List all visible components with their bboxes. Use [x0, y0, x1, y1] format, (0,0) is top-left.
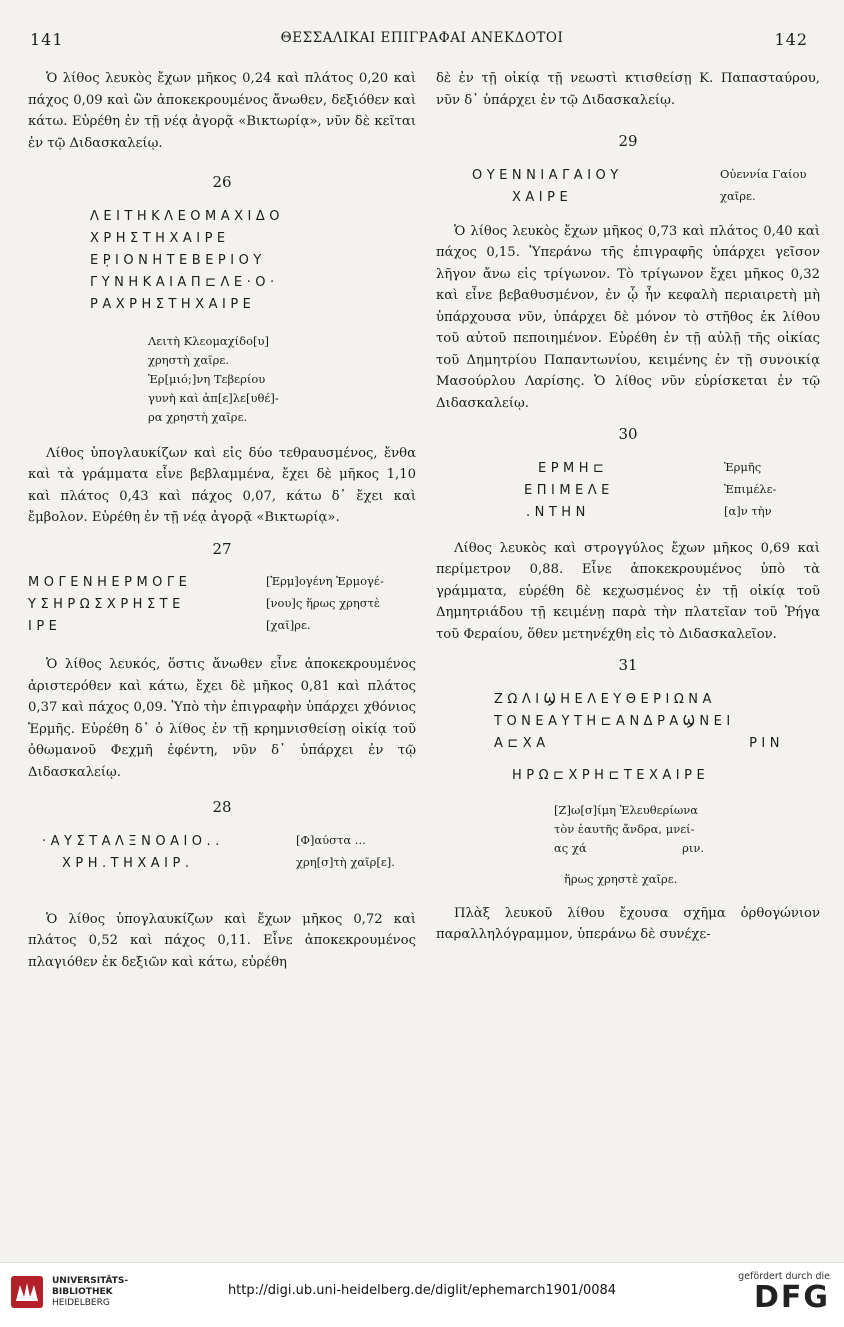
- inscription-line: ZΩΛΙϢΗΕΛΕΥΘΕΡΙΩΝΑ: [494, 691, 716, 707]
- inscription-26-transcription: [148, 332, 416, 427]
- description-28: Ὁ λίθος ὑπογλαυκίζων καὶ ἔχων μῆκος 0,72 καὶ πλάτος 0,52 καὶ πάχος 0,11. Εἶνε ἀποκεκρουμένος πλαγιόθεν ἐκ δεξιῶν καὶ κάτω, εὑρέθη: [28, 911, 416, 970]
- inscription-30: [436, 458, 820, 524]
- description-29: Ὁ λίθος λευκὸς ἔχων μῆκος 0,73 καὶ πλάτος 0,40 καὶ πάχος 0,15. Ὑπεράνω τῆς ἐπιγραφῆς ὑπάρχει γεῖσον λῆγον ἄνω εἰς τρίγωνον. Τὸ τρίγωνον ἔχει μῆκος 0,32 καὶ εἶνε βεβαθυσμένον, ἐν ᾧ ἦν κεφαλὴ περιαιρετὴ μὴ ὑπάρχουσα νῦν, ὑπάρχει δὲ μόνον τὸ στῆθος ἐκ λίθου τοῦ αὐτοῦ πεποιημένον. Εὑρέθη ἐν τῇ αὐλῇ τῆς οἰκίας τοῦ Δημητρίου Παπαντωνίου, κειμένης ἐν τῇ συνοικίᾳ Μασούρλου Λαρίσης. Ὁ λίθος νῦν εὑρίσκεται ἐν τῷ Διδασκαλείῳ.: [436, 223, 820, 411]
- transcription-line: γυνὴ καὶ ἀπ[ε]λε[υθέ]-: [148, 390, 279, 405]
- transcription-line: [α]ν τὴν: [724, 503, 772, 518]
- running-title: ΘΕΣΣΑΛΙΚΑΙ ΕΠΙΓΡΑΦΑΙ ΑΝΕΚΔΟΤΟΙ: [280, 30, 564, 46]
- inscription-line: ΕΡΜΗ⊏: [538, 460, 609, 476]
- intro-paragraph: Ὁ λίθος λευκὸς ἔχων μῆκος 0,24 καὶ πλάτος 0,20 καὶ πάχος 0,09 καὶ ὢν ἀποκεκρουμένος ἄνωθεν, δεξιόθεν καὶ κάτω. Εὑρέθη ἐν τῇ νέᾳ ἀγορᾷ «Βικτωρίᾳ», νῦν δὲ κεῖται ἐν τῷ Διδασκαλείῳ.: [28, 71, 416, 151]
- permalink-url[interactable]: http://digi.ub.uni-heidelberg.de/diglit/ephemarch1901/0084: [227, 1283, 617, 1298]
- inscription-26-majuscule: [90, 206, 416, 316]
- inscription-line: ΧΡΗΣΤΗΧΑΙΡΕ: [90, 230, 230, 246]
- transcription-line: χρηστὴ χαῖρε.: [148, 352, 229, 367]
- transcription-line: χαῖρε.: [720, 188, 756, 203]
- page-number-left: 141: [30, 30, 64, 49]
- section-number-29: 29: [618, 132, 638, 150]
- transcription-line: Οὐεννία Γαίου: [720, 166, 807, 181]
- inscription-28: [28, 831, 416, 875]
- inscription-31-transcription: [554, 801, 820, 889]
- section-number-27: 27: [212, 539, 232, 558]
- inscription-31-majuscule: [494, 689, 820, 787]
- transcription-line: ρα χρηστὴ χαῖρε.: [148, 409, 248, 424]
- inscription-line: ΧΡΗ.ΤΗΧΑΙΡ.: [62, 855, 194, 871]
- section-number-30: 30: [618, 425, 638, 443]
- inscription-line: ΗΡΩ⊏ΧΡΗ⊏ΤΕΧΑΙΡΕ: [512, 767, 710, 783]
- transcription-line-tail: ριν.: [682, 840, 704, 855]
- description-27: Ὁ λίθος λευκός, ὅστις ἄνωθεν εἶνε ἀποκεκρουμένος ἀριστερόθεν καὶ κάτω, ἔχει δὲ μῆκος 0,81 καὶ πλάτος 0,37 καὶ πάχος 0,09. Ὑπὸ τὴν ἐπιγραφὴν ὑπάρχει χθόνιος Ἑρμῆς. Εὑρέθη δ᾽ ὁ λίθος ἐν τῇ κρημνισθείσῃ οἰκίᾳ τοῦ ὀθωμανοῦ Φεχμῆ ἐφέντη, νῦν δ᾽ ὑπάρχει ἐν τῷ Διδασκαλείῳ.: [28, 657, 416, 780]
- inscription-line: ΜΟΓΕΝΗΕΡΜΟΓΕ: [28, 575, 192, 590]
- transcription-line: ας χά: [554, 840, 587, 855]
- inscription-line: ΥΣΗΡΩΣΧΡΗΣΤΕ: [28, 597, 185, 612]
- inscription-27: [28, 572, 416, 638]
- transcription-line: [νου]ς ἥρως χρηστὲ: [266, 596, 381, 610]
- transcription-line: Ἐπιμέλε-: [724, 481, 777, 496]
- inscription-line: ΛΕΙΤΗΚΛΕΟΜΑΧΙΔΟ: [90, 208, 284, 224]
- inscription-line: ΕΡ̣ΙΟΝΗΤΕΒΕΡΙΟΥ: [90, 252, 266, 268]
- inscription-line: ΡΑΧΡΗΣΤΗΧΑΙΡΕ: [90, 296, 256, 312]
- footer-bar: [0, 1262, 844, 1327]
- inscription-line: ΧΑΙΡΕ: [512, 189, 573, 205]
- section-number-28: 28: [212, 798, 232, 816]
- dfg-wordmark: DFG: [753, 1280, 830, 1315]
- inscription-line: ΙΡΕ: [28, 619, 62, 634]
- library-name-line: HEIDELBERG: [52, 1297, 110, 1308]
- inscription-line: Α⊏ΧΑ: [494, 735, 550, 751]
- continuation-paragraph: δὲ ἐν τῇ οἰκίᾳ τῇ νεωστὶ κτισθείσῃ Κ. Παπασταύρου, νῦν δ᾽ ὑπάρχει ἐν τῷ Διδασκαλείῳ.: [436, 71, 820, 108]
- transcription-line: ἥρως χρηστὲ χαῖρε.: [564, 871, 678, 886]
- dfg-logo: [738, 1271, 830, 1314]
- funding-note: gefördert durch die: [738, 1271, 830, 1282]
- right-column: [436, 68, 820, 946]
- transcription-line: Ἐρ[μιό;]νη Τεβερίου: [148, 371, 266, 386]
- library-name-line: UNIVERSITÄTS-: [52, 1275, 129, 1286]
- transcription-line: [Ἑρμ]ογένη Ἑρμογέ-: [266, 574, 384, 588]
- transcription-line: Ἑρμῆς: [724, 459, 762, 474]
- description-30: Λίθος λευκὸς καὶ στρογγύλος ἔχων μῆκος 0,69 καὶ περίμετρον 0,88. Εἶνε ἀποκεκρουμένος ὑπὸ τὰ γράμματα, εὑρέθη δὲ κεχωσμένος ἐν τῇ οἰκίᾳ τοῦ Δημητριάδου τῇ κειμένῃ παρὰ τὴν πλατεῖαν τοῦ Ῥήγα τοῦ Φεραίου, ὅθεν μετηνέχθη εἰς τὸ Διδασκαλεῖον.: [436, 540, 820, 642]
- inscription-line: ΤΟΝΕΑΥΤΗ⊏ΑΝΔΡΑϢΝΕΙ: [494, 713, 735, 729]
- inscription-line: ΕΠΙΜΕΛΕ: [524, 482, 614, 498]
- page-number-right: 142: [774, 30, 808, 49]
- transcription-line: χρη[σ]τὴ χαῖρ[ε].: [296, 854, 395, 869]
- transcription-line: [Ζ]ω[σ]ίμη Ἐλευθερίωνα: [554, 802, 699, 817]
- description-31: Πλὰξ λευκοῦ λίθου ἔχουσα σχῆμα ὀρθογώνιον παραλληλόγραμμον, ὑπεράνω δὲ συνέχε-: [436, 905, 820, 942]
- left-column: [28, 68, 416, 973]
- section-number-31: 31: [618, 656, 638, 674]
- inscription-line: ΟΥΕΝΝΙΑΓΑΙΟΥ: [472, 167, 623, 183]
- inscription-line: .ΝΤΗΝ: [526, 504, 590, 520]
- transcription-line: [χαῖ]ρε.: [266, 618, 311, 632]
- inscription-line-tail: ΡΙΝ: [749, 735, 784, 751]
- transcription-line: τὸν ἑαυτῆς ἄνδρα, μνεί-: [554, 821, 695, 836]
- inscription-line: ΓΥΝΗΚΑΙΑΠ⊏ΛΕ·Ο·: [90, 274, 279, 290]
- library-name-line: BIBLIOTHEK: [52, 1286, 113, 1297]
- inscription-29: [436, 165, 820, 209]
- inscription-line: ·ΑΥΣΤΑΛΞΝΟΑΙΟ..: [42, 833, 224, 849]
- description-26: Λίθος ὑπογλαυκίζων καὶ εἰς δύο τεθραυσμένος, ἔνθα καὶ τὰ γράμματα εἶνε βεβλαμμένα, ἔχει δὲ μῆκος 1,10 καὶ πλάτος 0,43 καὶ πάχος 0,07, κάτω δ᾽ ἔχει καὶ ἔμβολον. Εὑρέθη ἐν τῇ νέᾳ ἀγορᾷ «Βικτωρίᾳ».: [28, 445, 416, 525]
- transcription-line: Λειτὴ Κλεομαχίδο[υ]: [148, 333, 269, 348]
- transcription-line: [Φ]αύστα ...: [296, 832, 366, 847]
- section-number-26: 26: [212, 173, 232, 191]
